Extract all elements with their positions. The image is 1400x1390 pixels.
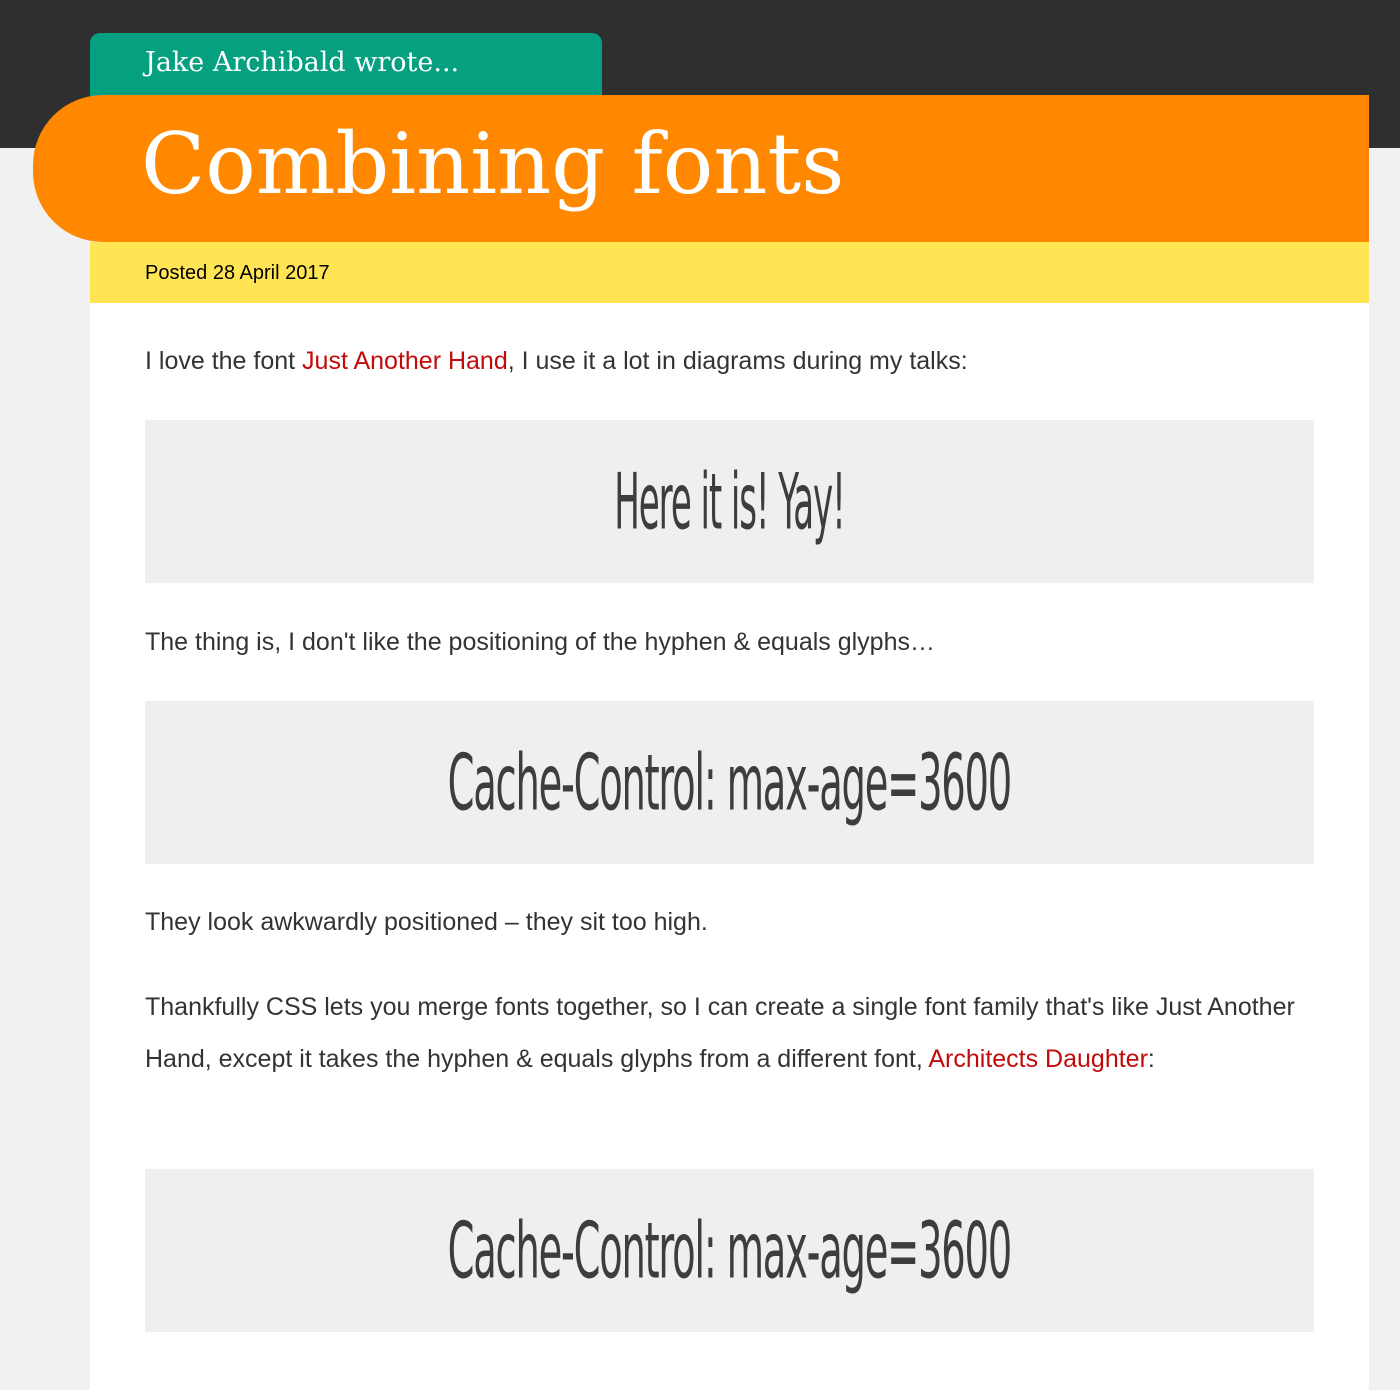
font-demo-box-3 (145, 1169, 1314, 1332)
font-demo-text-2: Cache-Control: max-age=3600 (447, 736, 1012, 829)
paragraph-merge-text-before: Thankfully CSS lets you merge fonts together, so I can create a single font family that's like Just Another Hand, except it takes the hyphen & equals glyphs from a different font, (145, 993, 1295, 1073)
font-demo-text-1: Here it is! Yay! (614, 455, 845, 548)
paragraph-merge-fonts (145, 981, 1325, 1085)
article-body (90, 303, 1369, 1390)
paragraph-awkward: They look awkwardly positioned – they sit too high. (145, 908, 708, 936)
paragraph-merge-text-after: : (1147, 1045, 1155, 1073)
paragraph-intro-text-before: I love the font (145, 347, 303, 375)
just-another-hand-link[interactable]: Just Another Hand (302, 347, 508, 375)
site-name-link[interactable]: Jake Archibald wrote... (90, 33, 602, 105)
architects-daughter-link[interactable]: Architects Daughter (928, 1045, 1148, 1073)
page-title: Combining fonts (141, 115, 845, 213)
post-date-bar (90, 242, 1369, 303)
paragraph-intro (145, 335, 1325, 387)
font-demo-box-2 (145, 701, 1314, 864)
paragraph-intro-text-after: , I use it a lot in diagrams during my talks: (507, 347, 968, 375)
font-demo-box-1 (145, 420, 1314, 583)
paragraph-hyphen-positioning: The thing is, I don't like the positioning of the hyphen & equals glyphs… (145, 628, 935, 656)
post-date: Posted 28 April 2017 (145, 262, 330, 284)
title-banner (33, 95, 1369, 242)
font-demo-text-3: Cache-Control: max-age=3600 (447, 1204, 1012, 1297)
